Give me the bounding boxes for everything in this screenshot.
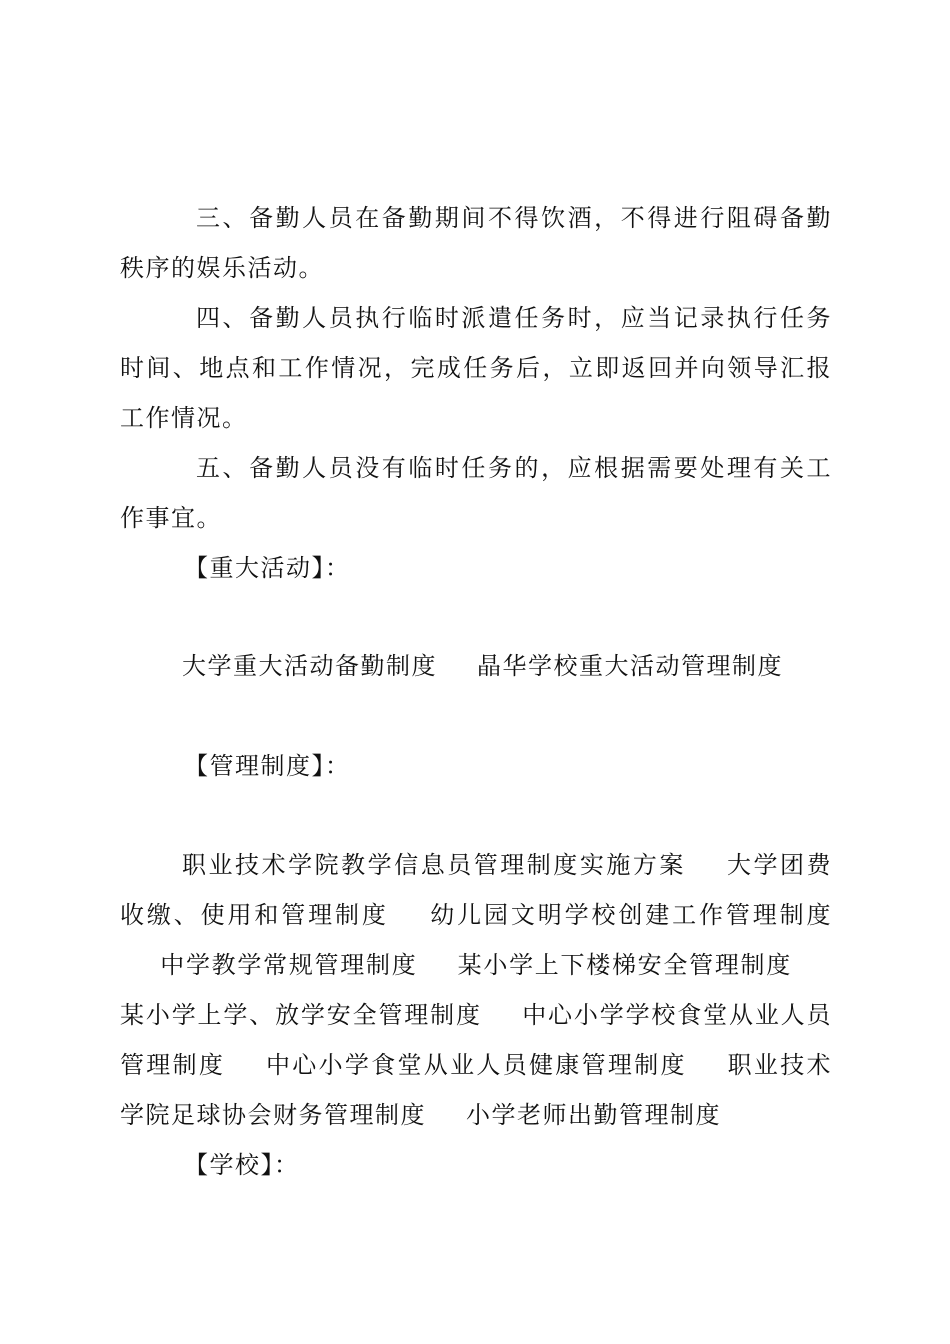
link-management-6[interactable]: 某小学上学、放学安全管理制度	[120, 1001, 482, 1029]
management-link-list	[120, 840, 832, 1140]
section-heading-management: 【管理制度】：	[184, 752, 351, 780]
paragraph-four: 四、备勤人员执行临时派遣任务时，应当记录执行任务时间、地点和工作情况，完成任务后，立即返回并向领导汇报工作情况。	[120, 304, 832, 432]
link-management-5[interactable]: 某小学上下楼梯安全管理制度	[457, 951, 793, 979]
paragraph-three: 三、备勤人员在备勤期间不得饮酒，不得进行阻碍备勤秩序的娱乐活动。	[120, 204, 832, 282]
link-management-2[interactable]: 大学团费收缴、使用和管理制度	[120, 851, 833, 929]
link-major-event-2[interactable]: 晶华学校重大活动管理制度	[477, 652, 783, 680]
major-events-link-list	[182, 641, 783, 691]
link-major-event-1[interactable]: 大学重大活动备勤制度	[182, 652, 437, 680]
link-management-9[interactable]: 职业技术学院足球协会财务管理制度	[120, 1051, 833, 1129]
link-management-1[interactable]: 职业技术学院教学信息员管理制度实施方案	[182, 851, 686, 879]
link-management-8[interactable]: 中心小学食堂从业人员健康管理制度	[265, 1051, 687, 1079]
document-page	[120, 0, 832, 1344]
link-management-7[interactable]: 中心小学学校食堂从业人员管理制度	[120, 1001, 833, 1079]
section-heading-school: 【学校】：	[184, 1151, 300, 1179]
link-management-3[interactable]: 幼儿园文明学校创建工作管理制度	[428, 901, 833, 929]
link-management-4[interactable]: 中学教学常规管理制度	[160, 951, 418, 979]
link-management-10[interactable]: 小学老师出勤管理制度	[466, 1101, 721, 1129]
section-heading-major-events: 【重大活动】：	[184, 554, 351, 582]
paragraph-five: 五、备勤人员没有临时任务的，应根据需要处理有关工作事宜。	[120, 454, 832, 532]
